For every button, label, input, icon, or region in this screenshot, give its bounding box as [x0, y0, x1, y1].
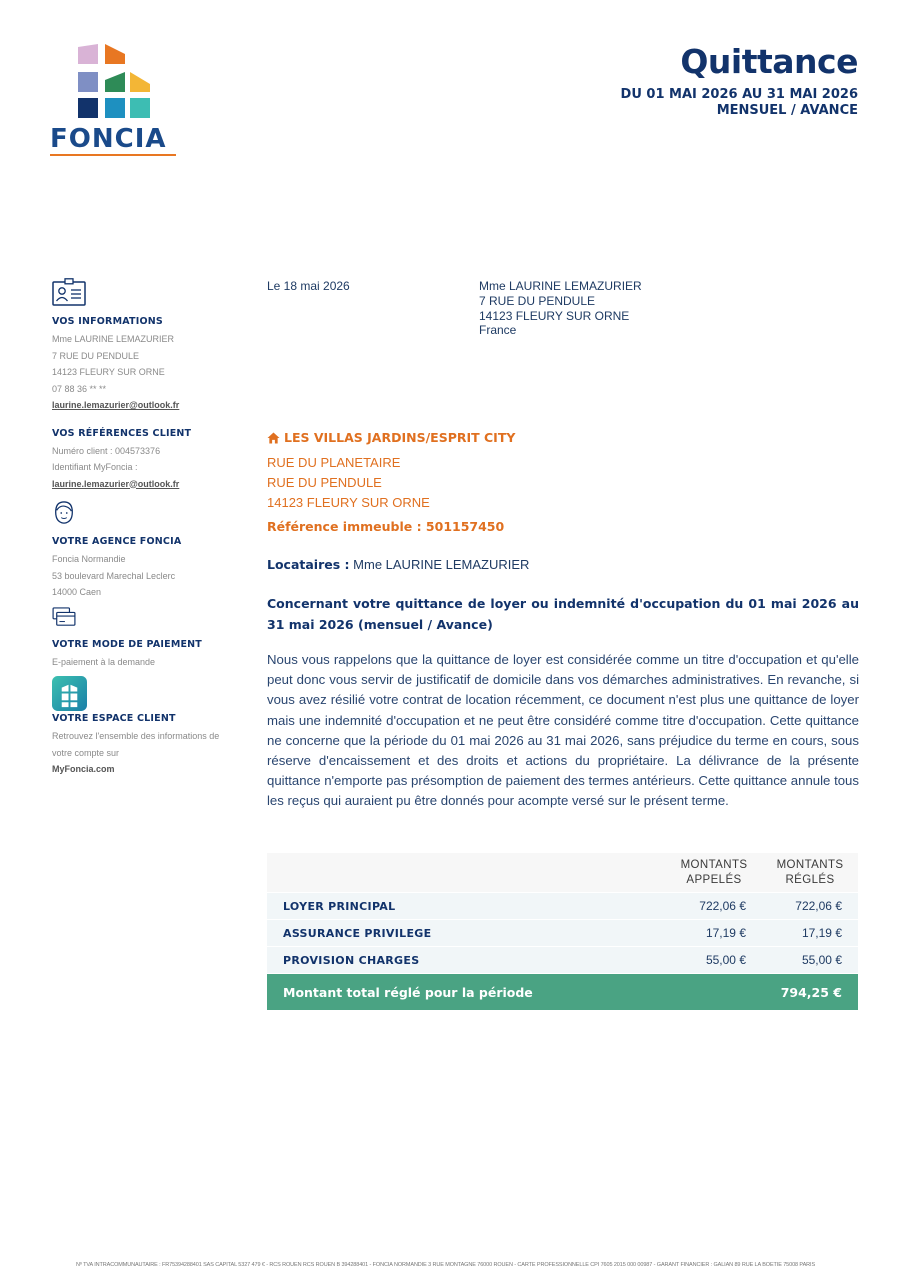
table-header	[267, 853, 858, 892]
sidebar	[52, 278, 252, 778]
row-called: 17,19 €	[705, 926, 746, 940]
document-title-block	[621, 42, 858, 119]
legal-paragraph: Nous vous rappelons que la quittance de loyer est considérée comme un titre d'occupation et qu'elle peut donc vous servir de justificatif de domicile dans vos démarches administratives. En revanche, si vous avez résilié votre contrat de location récemment, ce document n'est plus une quittance de loyer mais une indemnité d'occupation et ne peut être considéré comme titre d'occupation. Cette quittance ne concerne que la période du 01 mai 2026 au 31 mai 2026, sans préjudice du terme en cours, sous réserve d'encaissement et des droits et actions du propriétaire. La délivrance de la présente quittance n'emporte pas présomption de paiement des termes antérieurs. Cette quittance annule tous les reçus qui auraient pu être donnés pour acompte versé sur le présent terme.	[267, 652, 859, 809]
space-line1: Retrouvez l'ensemble des informations de	[52, 731, 220, 741]
payment-mode: E-paiement à la demande	[52, 656, 156, 667]
references-heading: VOS RÉFÉRENCES CLIENT	[52, 427, 192, 439]
identifier-link[interactable]: laurine.lemazurier@outlook.fr	[52, 478, 180, 489]
amounts-table	[267, 853, 858, 1010]
row-paid: 17,19 €	[801, 926, 842, 940]
property-block	[267, 430, 859, 534]
tenants-line	[267, 557, 529, 572]
info-name: Mme LAURINE LEMAZURIER	[52, 334, 175, 344]
property-name-row	[267, 430, 859, 445]
agent-face-icon	[52, 500, 76, 526]
agency-city: 14000 Caen	[52, 587, 102, 597]
myfoncia-app-icon	[52, 676, 87, 711]
table-row	[267, 893, 858, 919]
payment-heading: VOTRE MODE DE PAIEMENT	[52, 638, 202, 650]
total-label: Montant total réglé pour la période	[283, 984, 533, 1000]
logo-underline	[50, 154, 176, 156]
property-address-line3: 14123 FLEURY SUR ORNE	[267, 495, 430, 510]
identifier-label: Identifiant MyFoncia :	[52, 462, 138, 472]
recipient-name: Mme LAURINE LEMAZURIER	[479, 279, 642, 293]
info-phone: 07 88 36 ** **	[52, 383, 107, 394]
property-address-line2: RUE DU PENDULE	[267, 475, 382, 490]
space-heading: VOTRE ESPACE CLIENT	[52, 713, 176, 724]
row-paid: 722,06 €	[795, 899, 842, 913]
legal-footer: Nº TVA INTRACOMMUNAUTAIRE : FR75394288401 SAS CAPITAL 5327 479 € - RCS ROUEN RCS ROUEN B 394288401 - FONCIA NORMANDIE 3 RUE MONTAGNE 76000 ROUEN - CARTE PROFESSIONNELLE CPI 7605 2015 000 00987 - GARANT FINANCIER : GALIAN 89 RUE LA BOÉTIE 75008 PARIS	[76, 1262, 816, 1268]
row-label: ASSURANCE PRIVILEGE	[283, 926, 432, 940]
table-row	[267, 920, 858, 946]
credit-cards-icon	[52, 607, 76, 627]
row-label: LOYER PRINCIPAL	[283, 899, 396, 913]
table-row	[267, 947, 858, 973]
total-row	[267, 974, 858, 1010]
id-card-icon	[52, 278, 86, 306]
tenants-value: Mme LAURINE LEMAZURIER	[353, 557, 530, 572]
info-city: 14123 FLEURY SUR ORNE	[52, 367, 165, 377]
agency-name: Foncia Normandie	[52, 554, 126, 564]
space-line2: votre compte sur	[52, 747, 120, 758]
property-name: LES VILLAS JARDINS/ESPRIT CITY	[284, 430, 516, 445]
row-called: 722,06 €	[699, 899, 746, 913]
tenants-label: Locataires :	[267, 557, 350, 572]
agency-heading: VOTRE AGENCE FONCIA	[52, 536, 182, 547]
period-text: DU 01 MAI 2026 AU 31 MAI 2026	[620, 87, 858, 102]
myfoncia-link[interactable]: MyFoncia.com	[52, 764, 115, 774]
page-title: Quittance	[680, 42, 858, 81]
concern-heading: Concernant votre quittance de loyer ou indemnité d'occupation du 01 mai 2026 au 31 mai 2026 (mensuel / Avance)	[267, 596, 859, 632]
recipient-address	[479, 279, 642, 338]
row-paid: 55,00 €	[801, 953, 842, 967]
client-number: Numéro client : 004573376	[52, 445, 161, 456]
building-reference: Référence immeuble : 501157450	[267, 519, 505, 534]
col-header-paid: MONTANTS RÉGLÉS	[776, 858, 844, 886]
info-street: 7 RUE DU PENDULE	[52, 350, 140, 361]
row-label: PROVISION CHARGES	[283, 953, 420, 967]
logo-wordmark: FONCIA	[50, 124, 167, 154]
property-address-line1: RUE DU PLANETAIRE	[267, 455, 401, 470]
recipient-city: 14123 FLEURY SUR ORNE	[479, 308, 630, 323]
recipient-country: France	[479, 323, 517, 338]
agency-street: 53 boulevard Marechal Leclerc	[52, 570, 176, 581]
row-called: 55,00 €	[705, 953, 746, 967]
home-icon	[267, 432, 280, 444]
info-email-link[interactable]: laurine.lemazurier@outlook.fr	[52, 400, 180, 410]
recipient-street: 7 RUE DU PENDULE	[479, 293, 596, 308]
mode-text: MENSUEL / AVANCE	[716, 103, 858, 118]
foncia-logo-squares-icon	[50, 44, 160, 120]
informations-heading: VOS INFORMATIONS	[52, 316, 163, 327]
foncia-logo	[50, 44, 180, 156]
letter-date: Le 18 mai 2026	[267, 279, 350, 293]
col-header-called: MONTANTS APPELÉS	[680, 858, 748, 886]
property-address	[267, 453, 859, 513]
total-value: 794,25 €	[780, 984, 842, 1000]
